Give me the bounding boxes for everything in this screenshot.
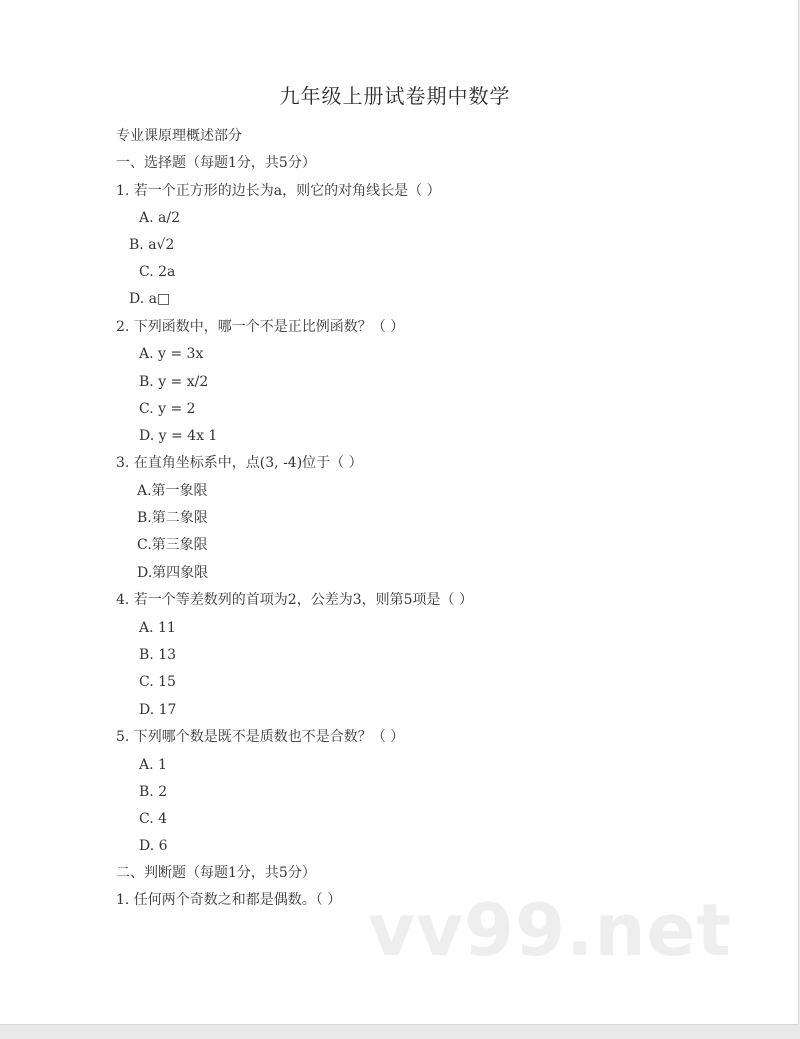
question-5-option-d: D. 6	[139, 838, 168, 854]
question-1-option-c: C. 2a	[139, 264, 176, 280]
judgement-question-1-stem: 1. 任何两个奇数之和都是偶数。（ ）	[116, 892, 342, 908]
question-2-option-b: B. y = x/2	[139, 374, 209, 390]
question-4-option-b: B. 13	[139, 647, 177, 663]
watermark-text: vv99.net	[368, 888, 732, 972]
viewer-bottom-edge	[0, 1025, 800, 1039]
question-3-option-c: C.第三象限	[137, 537, 208, 553]
question-2-option-a: A. y = 3x	[139, 346, 204, 362]
question-5-option-b: B. 2	[139, 784, 168, 800]
question-5-option-c: C. 4	[139, 811, 168, 827]
question-4-stem: 4. 若一个等差数列的首项为2，公差为3，则第5项是（ ）	[116, 592, 473, 608]
page-title: 九年级上册试卷期中数学	[279, 84, 511, 108]
question-5-option-a: A. 1	[139, 757, 167, 773]
question-4-option-c: C. 15	[139, 674, 176, 690]
question-3-option-a: A.第一象限	[137, 483, 208, 499]
section-heading-judgement: 二、判断题（每题1分，共5分）	[116, 865, 316, 881]
question-2-option-d: D. y = 4x 1	[139, 428, 218, 444]
question-1-option-d: D. a□	[129, 291, 171, 307]
question-1-stem: 1. 若一个正方形的边长为a，则它的对角线长是（ ）	[116, 183, 441, 199]
document-subtitle: 专业课原理概述部分	[116, 128, 242, 144]
question-1-option-a: A. a/2	[139, 210, 180, 226]
question-5-stem: 5. 下列哪个数是既不是质数也不是合数？（ ）	[116, 729, 405, 745]
question-4-option-d: D. 17	[139, 702, 177, 718]
section-heading-choice: 一、选择题（每题1分，共5分）	[116, 155, 316, 171]
question-3-option-b: B.第二象限	[137, 510, 208, 526]
question-2-stem: 2. 下列函数中，哪一个不是正比例函数？（ ）	[116, 319, 405, 335]
question-2-option-c: C. y = 2	[139, 401, 196, 417]
question-1-option-b: B. a√2	[129, 237, 175, 253]
question-3-stem: 3. 在直角坐标系中，点(3, -4)位于（ ）	[116, 455, 363, 471]
question-3-option-d: D.第四象限	[137, 565, 209, 581]
question-4-option-a: A. 11	[139, 620, 176, 636]
